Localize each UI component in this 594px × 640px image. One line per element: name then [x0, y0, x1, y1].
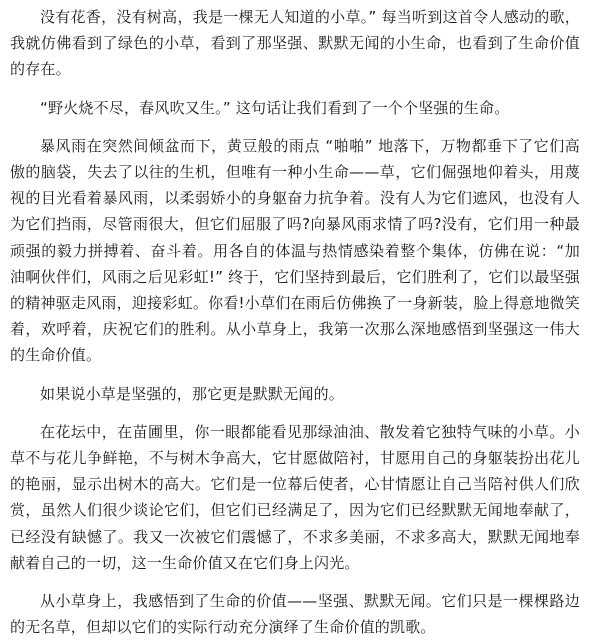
- article-paragraph-4: 如果说小草是坚强的，那它更是默默无闻的。: [40, 384, 345, 403]
- article-paragraph-3: 暴风雨在突然间倾盆而下，黄豆般的雨点 “啪啪” 地落下，万物都垂下了它们高傲的脑袋，失去了以往的生机，但唯有一种小生命——草，它们倔强地仰着头，用蔑视的目光看着暴风雨，以柔弱娇小的身躯奋力抗争着。没有人为它们遮风，也没有人为它们挡雨，尽管雨很大，但它们屈服了吗?向暴风雨求情了吗?没有，它们用一种最顽强的毅力拼搏着、奋斗着。用各自的体温与热情感染着整个集体，仿佛在说：“加油啊伙伴们，风雨之后见彩虹!” 终于，它们坚持到最后，它们胜利了，它们以最坚强的精神驱走风雨，迎接彩虹。你看!小草们在雨后仿佛换了一身新装，脸上得意地微笑着，欢呼着，庆祝它们的胜利。从小草身上，我第一次那么深地感悟到坚强这一伟大的生命价值。: [10, 136, 580, 365]
- article-paragraph-5: 在花坛中，在苗圃里，你一眼都能看见那绿油油、散发着它独特气味的小草。小草不与花儿争鲜艳，不与树木争高大，它甘愿做陪衬，甘愿用自己的身躯装扮出花儿的艳丽，显示出树木的高大。它们是一位幕后使者，心甘情愿让自己当陪衬供人们欣赏，虽然人们很少谈论它们，但它们已经满足了，因为它们已经默默无闻地奉献了，已经没有缺憾了。我又一次被它们震憾了，不求多美丽，不求多高大，默默无闻地奉献着自己的一切，这一生命价值又在它们身上闪光。: [10, 422, 580, 572]
- article-paragraph-6: 从小草身上，我感悟到了生命的价值——坚强、默默无闻。它们只是一棵棵路边的无名草，但却以它们的实际行动充分演绎了生命价值的凯歌。: [10, 592, 580, 637]
- article-paragraph-2: “野火烧不尽，春风吹又生。” 这句话让我们看到了一个个坚强的生命。: [40, 98, 510, 117]
- article-paragraph-1: 没有花香，没有树高，我是一棵无人知道的小草。” 每当听到这首令人感动的歌，我就仿佛看到了绿色的小草，看到了那坚强、默默无闻的小生命，也看到了生命价值的存在。: [10, 8, 580, 79]
